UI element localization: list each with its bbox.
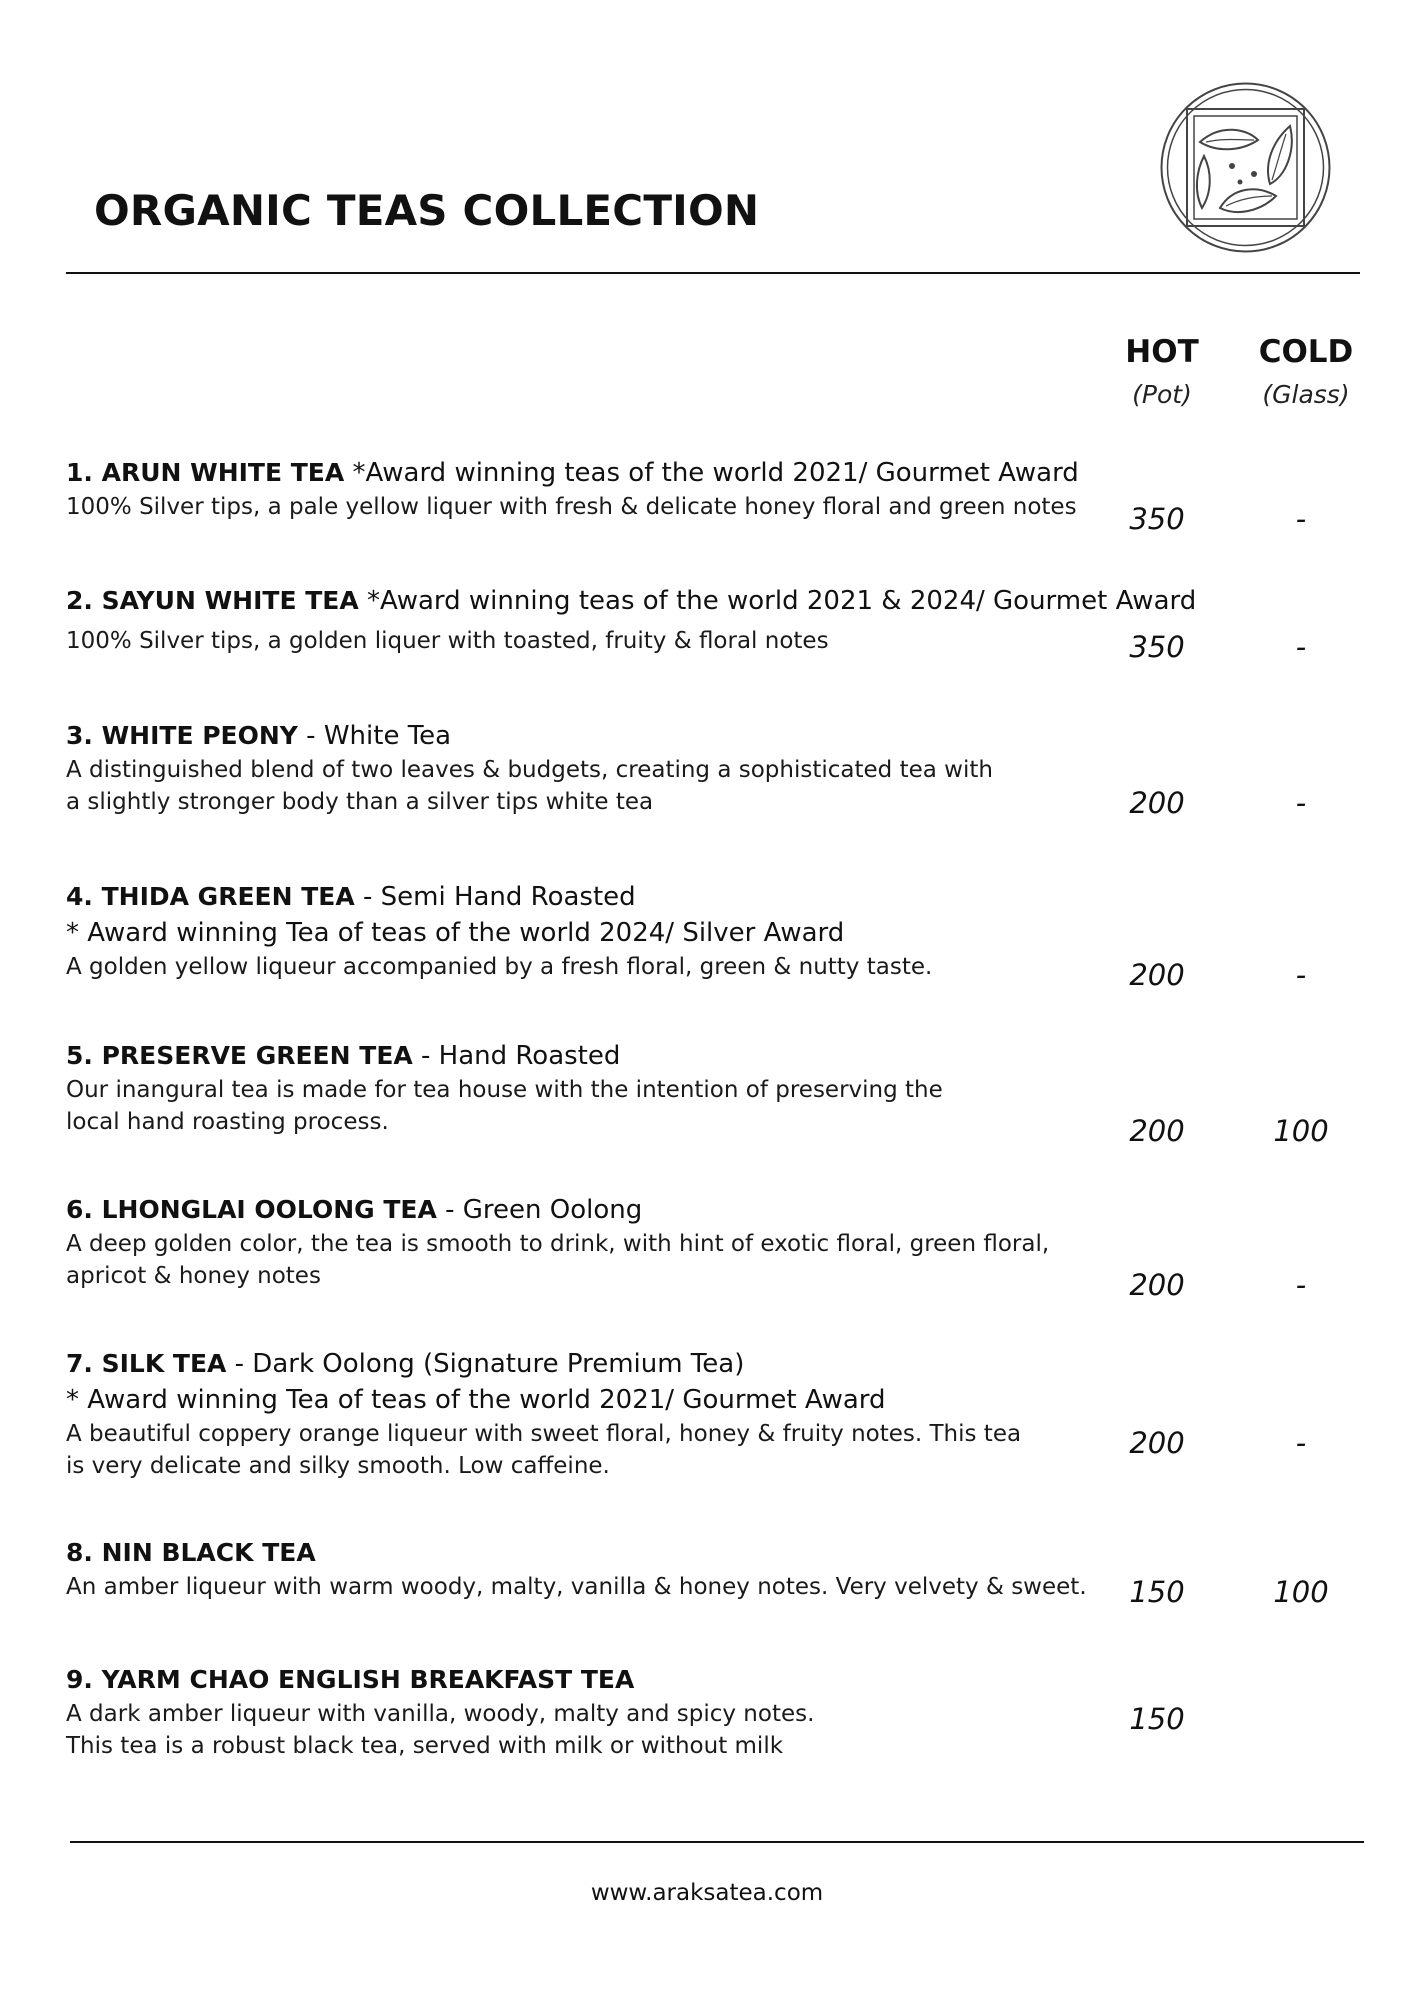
tea-description: Our inangural tea is made for tea house with the intention of preserving the [66,1077,943,1103]
hot-sublabel: (Pot) [1132,380,1192,409]
tea-price-cold: - [1295,1426,1307,1460]
tea-name: 7. SILK TEA [66,1349,227,1378]
tea-name: 1. ARUN WHITE TEA [66,458,345,487]
tea-price-hot: 200 [1129,958,1185,992]
tea-note: - Semi Hand Roasted [354,882,636,912]
tea-price-cold: - [1295,630,1307,664]
tea-title [66,455,1136,491]
tea-title [66,1192,1136,1228]
tea-price-hot: 200 [1129,786,1185,820]
tea-description: A distinguished blend of two leaves & budgets, creating a sophisticated tea with [66,757,993,783]
tea-description: A dark amber liqueur with vanilla, woody, malty and spicy notes. [66,1701,815,1727]
tea-note: - Hand Roasted [412,1041,621,1071]
tea-description: A deep golden color, the tea is smooth to drink, with hint of exotic floral, green floral, [66,1231,1050,1257]
page-title: ORGANIC TEAS COLLECTION [94,186,760,235]
footer-divider [70,1841,1364,1843]
tea-price-hot: 350 [1129,630,1185,664]
tea-description: 100% Silver tips, a pale yellow liquer with fresh & delicate honey floral and green notes [66,494,1077,520]
tea-leaf-emblem-icon [1158,80,1333,255]
tea-description: is very delicate and silky smooth. Low caffeine. [66,1453,610,1479]
tea-award: * Award winning Tea of teas of the world 2024/ Silver Award [66,918,845,948]
tea-name: 9. YARM CHAO ENGLISH BREAKFAST TEA [66,1665,635,1694]
tea-item-arun-white [66,455,1136,523]
hot-column-header [1092,334,1232,409]
tea-price-cold: 100 [1273,1114,1329,1148]
cold-column-header [1236,334,1376,409]
tea-title [66,1346,1136,1382]
tea-name: 6. LHONGLAI OOLONG TEA [66,1195,437,1224]
tea-note: - Dark Oolong (Signature Premium Tea) [226,1349,745,1379]
tea-title [66,1535,1136,1571]
tea-price-hot: 200 [1129,1114,1185,1148]
tea-price-cold: - [1295,786,1307,820]
tea-note: - Green Oolong [436,1195,643,1225]
tea-name: 3. WHITE PEONY [66,721,298,750]
tea-title [66,583,1197,619]
tea-note: *Award winning teas of the world 2021/ Gourmet Award [344,458,1079,488]
tea-name: 5. PRESERVE GREEN TEA [66,1041,413,1070]
tea-note: - White Tea [297,721,452,751]
tea-title [66,879,1136,915]
tea-name: 2. SAYUN WHITE TEA [66,586,359,615]
tea-item-thida-green [66,879,1136,983]
tea-description: A golden yellow liqueur accompanied by a fresh floral, green & nutty taste. [66,954,933,980]
tea-item-yarm-chao-english-breakfast [66,1662,1136,1762]
tea-price-hot: 350 [1129,502,1185,536]
tea-price-cold: - [1295,1268,1307,1302]
tea-note: *Award winning teas of the world 2021 & 2024/ Gourmet Award [358,586,1197,616]
tea-price-hot: 150 [1129,1702,1185,1736]
tea-price-hot: 200 [1129,1426,1185,1460]
tea-title [66,1038,1136,1074]
tea-price-cold: 100 [1273,1575,1329,1609]
tea-item-silk [66,1346,1136,1482]
tea-item-preserve-green [66,1038,1136,1138]
tea-description: 100% Silver tips, a golden liquer with toasted, fruity & floral notes [66,628,829,654]
cold-label: COLD [1258,334,1354,370]
tea-description: This tea is a robust black tea, served with milk or without milk [66,1733,784,1759]
tea-title [66,1662,1136,1698]
footer-website-link[interactable]: www.araksatea.com [590,1880,824,1906]
tea-award: * Award winning Tea of teas of the world 2021/ Gourmet Award [66,1385,886,1415]
hot-label: HOT [1125,334,1199,370]
tea-description: An amber liqueur with warm woody, malty, vanilla & honey notes. Very velvety & sweet. [66,1574,1087,1600]
tea-description: A beautiful coppery orange liqueur with sweet floral, honey & fruity notes. This tea [66,1421,1022,1447]
tea-name: 8. NIN BLACK TEA [66,1538,316,1567]
tea-price-cold: - [1295,502,1307,536]
tea-item-lhonglai-oolong [66,1192,1136,1292]
tea-description: local hand roasting process. [66,1109,389,1135]
tea-title [66,718,1136,754]
tea-description: apricot & honey notes [66,1263,321,1289]
tea-name: 4. THIDA GREEN TEA [66,882,355,911]
tea-price-cold: - [1295,958,1307,992]
tea-item-white-peony [66,718,1136,818]
cold-sublabel: (Glass) [1262,380,1350,409]
tea-price-hot: 200 [1129,1268,1185,1302]
tea-item-nin-black [66,1535,1136,1603]
tea-description: a slightly stronger body than a silver tips white tea [66,789,654,815]
header-divider [66,272,1360,274]
tea-price-hot: 150 [1129,1575,1185,1609]
